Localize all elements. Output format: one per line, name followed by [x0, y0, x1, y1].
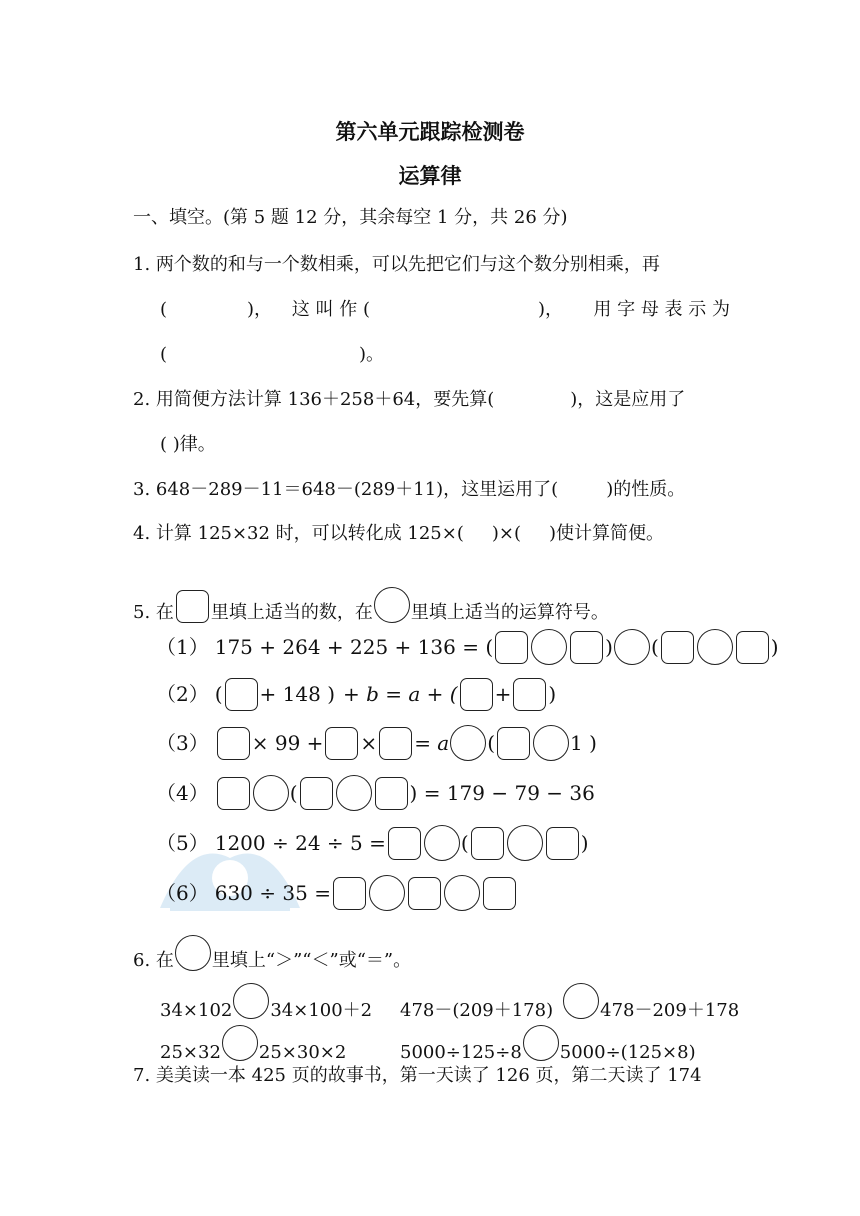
operator-circle[interactable]	[369, 875, 405, 911]
question-6-row-2-right: 5000÷125÷8 5000÷(125×8)	[400, 1025, 696, 1065]
number-box[interactable]	[300, 777, 333, 810]
number-box[interactable]	[736, 631, 769, 664]
question-5-item-5: （5） 1200 ÷ 24 ÷ 5 = ( )	[156, 823, 589, 863]
number-box[interactable]	[471, 827, 504, 860]
compare-circle[interactable]	[523, 1025, 559, 1061]
operator-circle[interactable]	[531, 629, 567, 665]
question-5-heading: 5. 在 里填上适当的数，在 里填上适当的运算符号。	[133, 587, 609, 625]
square-symbol	[176, 590, 209, 623]
question-5-item-4: （4） ( ) = 179 − 79 − 36	[156, 773, 595, 813]
number-box[interactable]	[408, 877, 441, 910]
compare-circle[interactable]	[233, 983, 269, 1019]
number-box[interactable]	[217, 777, 250, 810]
operator-circle[interactable]	[253, 775, 289, 811]
number-box[interactable]	[217, 727, 250, 760]
number-box[interactable]	[495, 631, 528, 664]
operator-circle[interactable]	[507, 825, 543, 861]
compare-circle[interactable]	[563, 983, 599, 1019]
question-4: 4. 计算 125×32 时，可以转化成 125×( )×( )使计算简便。	[133, 523, 665, 544]
number-box[interactable]	[388, 827, 421, 860]
operator-circle[interactable]	[697, 629, 733, 665]
operator-circle[interactable]	[424, 825, 460, 861]
number-box[interactable]	[497, 727, 530, 760]
question-7-line-1: 7. 美美读一本 425 页的故事书，第一天读了 126 页，第二天读了 174	[133, 1065, 702, 1086]
page-subtitle: 运算律	[398, 164, 462, 188]
circle-symbol	[374, 587, 410, 623]
section-heading: 一、填空。(第 5 题 12 分，其余每空 1 分，共 26 分)	[133, 207, 568, 228]
question-6-row-2: 25×32 25×30×2	[160, 1025, 346, 1065]
number-box[interactable]	[225, 678, 258, 711]
question-2-line-2: ( )律。	[160, 434, 216, 455]
number-box[interactable]	[379, 727, 412, 760]
question-5-item-3: （3） × 99 + × = a ( 1 )	[156, 723, 597, 763]
number-box[interactable]	[483, 877, 516, 910]
operator-circle[interactable]	[533, 725, 569, 761]
question-6-row-1: 34×102 34×100＋2	[160, 983, 372, 1023]
number-box[interactable]	[661, 631, 694, 664]
question-1-line-2: ( )， 这 叫 作 ( )， 用 字 母 表 示 为	[160, 299, 730, 320]
page-title: 第六单元跟踪检测卷	[335, 120, 525, 144]
question-6-heading: 6. 在 里填上“＞”“＜”或“＝”。	[133, 935, 411, 973]
operator-circle[interactable]	[444, 875, 480, 911]
question-3: 3. 648－289－11＝648－(289＋11)，这里运用了( )的性质。	[133, 479, 686, 500]
number-box[interactable]	[570, 631, 603, 664]
compare-circle[interactable]	[222, 1025, 258, 1061]
number-box[interactable]	[460, 678, 493, 711]
operator-circle[interactable]	[614, 629, 650, 665]
question-1-line-1: 1. 两个数的和与一个数相乘，可以先把它们与这个数分别相乘，再	[133, 254, 660, 275]
question-2-line-1: 2. 用简便方法计算 136＋258＋64，要先算( )，这是应用了	[133, 389, 686, 410]
question-1-line-3: ( )。	[160, 344, 385, 365]
number-box[interactable]	[325, 727, 358, 760]
circle-symbol	[175, 935, 211, 971]
question-6-row-1-right: 478－(209＋178) 478－209＋178	[400, 983, 739, 1023]
question-5-item-2: （2） ( + 148 ) + b = a + ( + )	[156, 674, 556, 714]
number-box[interactable]	[513, 678, 546, 711]
number-box[interactable]	[375, 777, 408, 810]
question-5-item-6: （6） 630 ÷ 35 =	[156, 873, 518, 913]
operator-circle[interactable]	[450, 725, 486, 761]
number-box[interactable]	[546, 827, 579, 860]
operator-circle[interactable]	[336, 775, 372, 811]
number-box[interactable]	[333, 877, 366, 910]
question-5-item-1: （1） 175 + 264 + 225 + 136 = ( ) ( )	[156, 627, 779, 667]
